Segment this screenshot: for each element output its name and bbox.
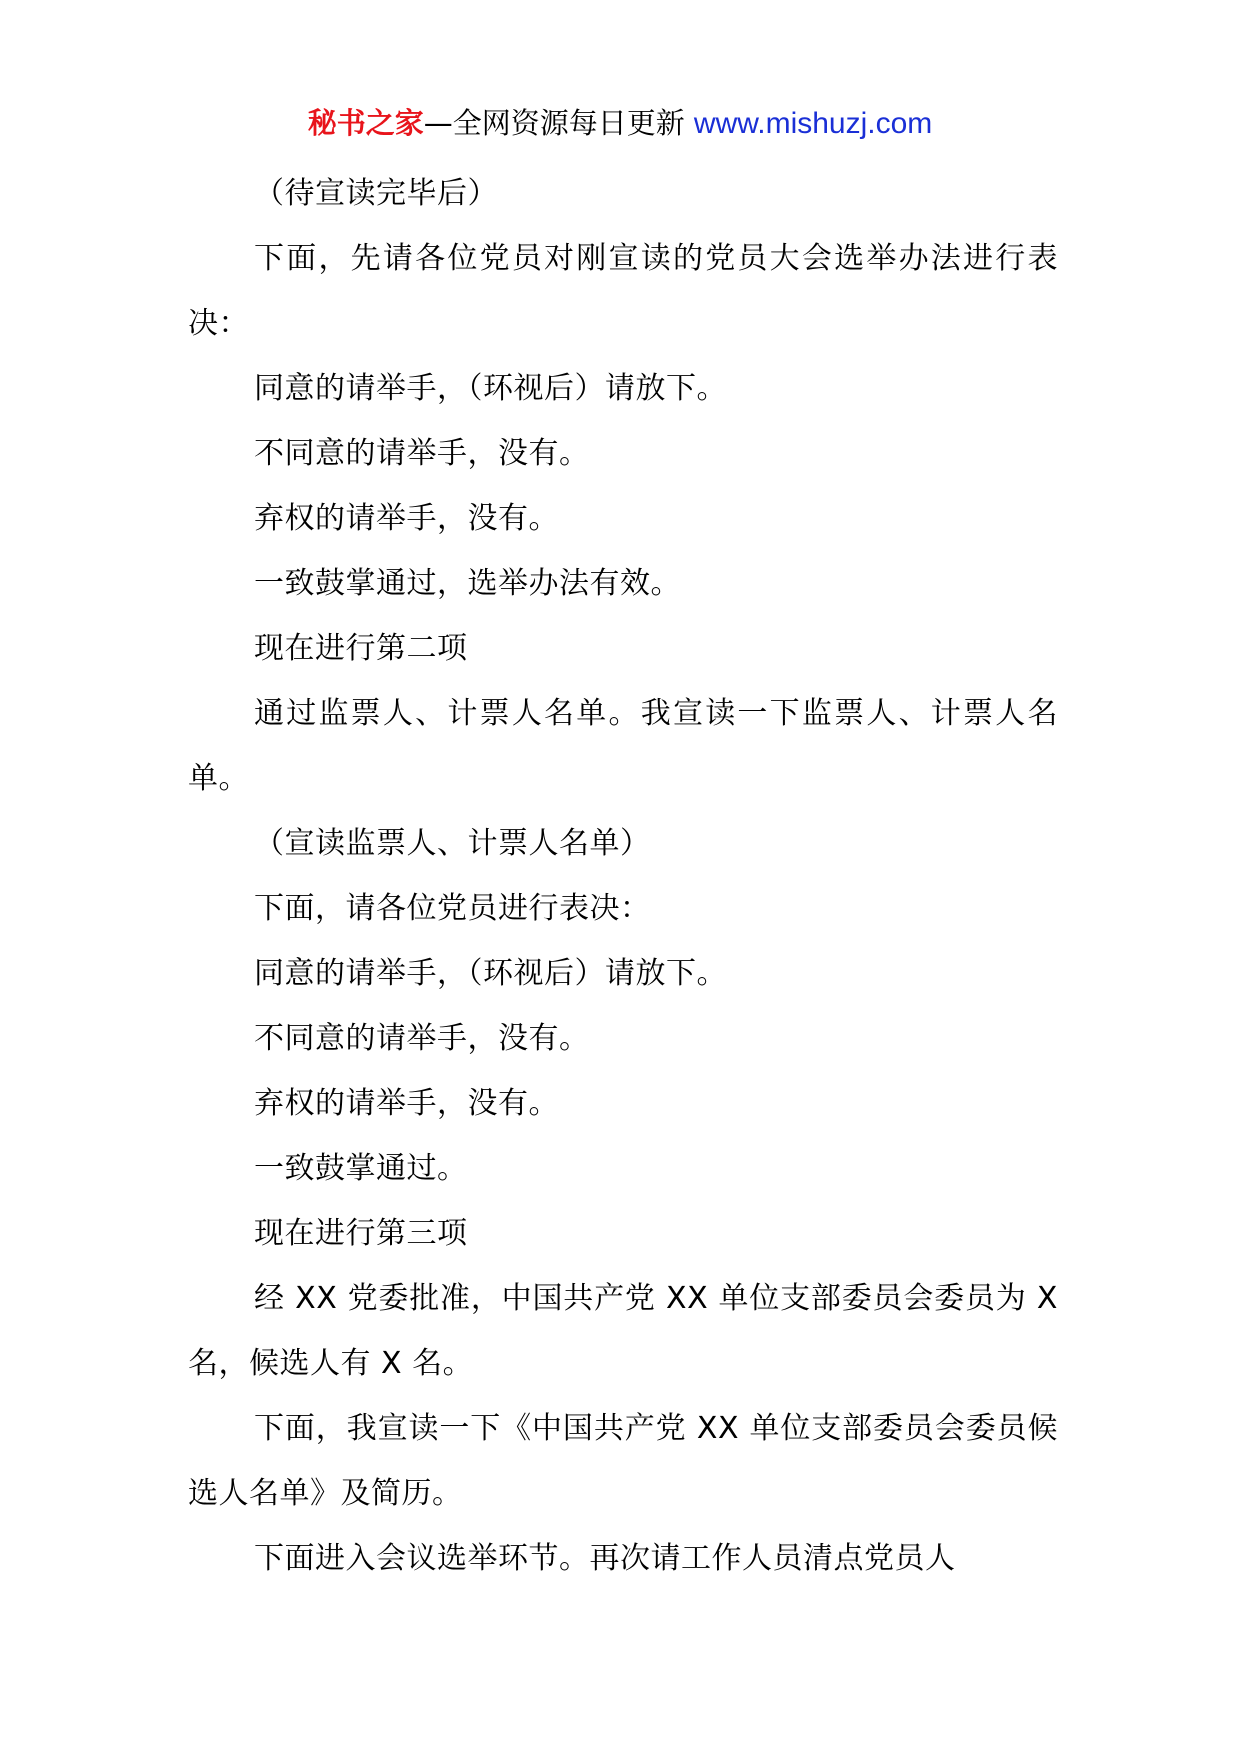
paragraph: 现在进行第二项 <box>254 631 468 666</box>
page-header <box>0 103 1240 144</box>
paragraph: 同意的请举手，（环视后）请放下。 <box>254 956 727 991</box>
paragraph: 不同意的请举手，没有。 <box>254 1021 590 1056</box>
paragraph: 经 XX 党委批准，中国共产党 XX 单位支部委员会委员为 X 名，候选人有 X 名。 <box>188 1281 1058 1381</box>
paragraph: 下面，先请各位党员对刚宣读的党员大会选举办法进行表决： <box>188 241 1058 341</box>
paragraph: 下面，请各位党员进行表决： <box>254 891 651 926</box>
site-brand: 秘书之家 <box>307 106 424 140</box>
paragraph: （宣读监票人、计票人名单） <box>254 826 651 861</box>
paragraph: 下面进入会议选举环节。再次请工作人员清点党员人 <box>254 1541 956 1576</box>
paragraph: 通过监票人、计票人名单。我宣读一下监票人、计票人名单。 <box>188 696 1058 796</box>
site-url-link[interactable]: www.mishuzj.com <box>693 107 933 140</box>
site-tagline: —全网资源每日更新 <box>423 106 694 140</box>
paragraph: 同意的请举手，（环视后）请放下。 <box>254 371 727 406</box>
paragraph: 不同意的请举手，没有。 <box>254 436 590 471</box>
paragraph: 弃权的请举手，没有。 <box>254 501 559 536</box>
paragraph: 一致鼓掌通过。 <box>254 1151 468 1186</box>
paragraph: 一致鼓掌通过，选举办法有效。 <box>254 566 681 601</box>
paragraph: 下面，我宣读一下《中国共产党 XX 单位支部委员会委员候选人名单》及简历。 <box>188 1411 1058 1511</box>
paragraph: 现在进行第三项 <box>254 1216 468 1251</box>
paragraph: （待宣读完毕后） <box>254 176 498 211</box>
paragraph: 弃权的请举手，没有。 <box>254 1086 559 1121</box>
document-body <box>188 161 1058 1591</box>
